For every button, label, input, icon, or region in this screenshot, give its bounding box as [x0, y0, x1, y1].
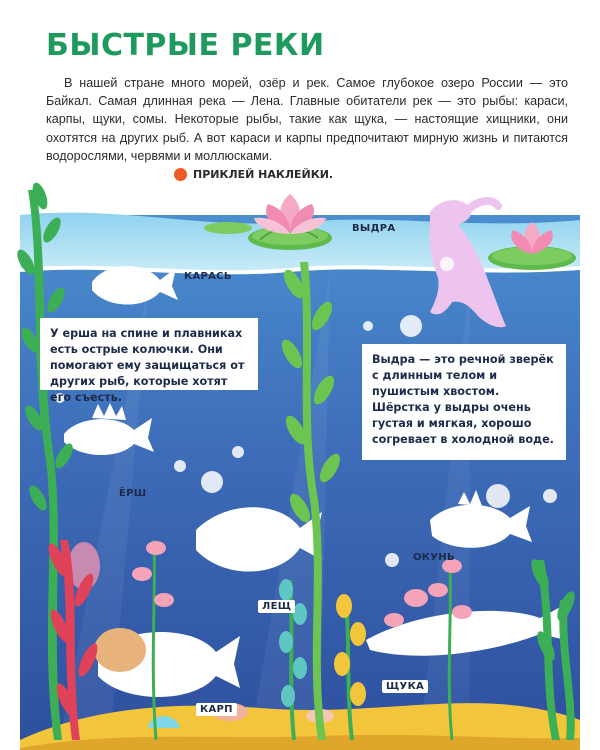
label-bream: ЛЕЩ [258, 600, 295, 613]
otter-fact-box: Выдра — это речной зверёк с длинным телом и пушистым хвостом. Шёрстка у выдры очень густая и мягкая, хорошо согревает в холодной воде. [362, 344, 566, 460]
water-lily-left [254, 194, 326, 234]
label-otter: ВЫДРА [352, 223, 396, 234]
label-pike: ЩУКА [382, 680, 428, 693]
label-ruffe: ЁРШ [119, 488, 147, 499]
label-carp: КАРП [196, 703, 237, 716]
intro-paragraph: В нашей стране много морей, озёр и рек. Самое глубокое озеро России — это Байкал. Самая длинная река — Лена. Главные обитатели рек — это рыбы: караси, карпы, щуки, сомы. Некоторые рыбы, такие как щука, — настоящие хищники, они охотятся на других рыб. А вот караси и карпы предпочитают мирную жизнь и питаются водорослями, червями и моллюсками. [46, 76, 568, 163]
sticker-instruction-text: ПРИКЛЕЙ НАКЛЕЙКИ. [193, 168, 334, 181]
ruffe-fact-box: У ерша на спине и плавниках есть острые колючки. Они помогают ему защищаться от других рыб, которые хотят его съесть. [40, 318, 258, 390]
label-crucian: КАРАСЬ [184, 271, 232, 282]
page-title: БЫСТРЫЕ РЕКИ [46, 28, 325, 63]
label-perch: ОКУНЬ [413, 552, 455, 563]
small-lily-pad [204, 222, 252, 234]
